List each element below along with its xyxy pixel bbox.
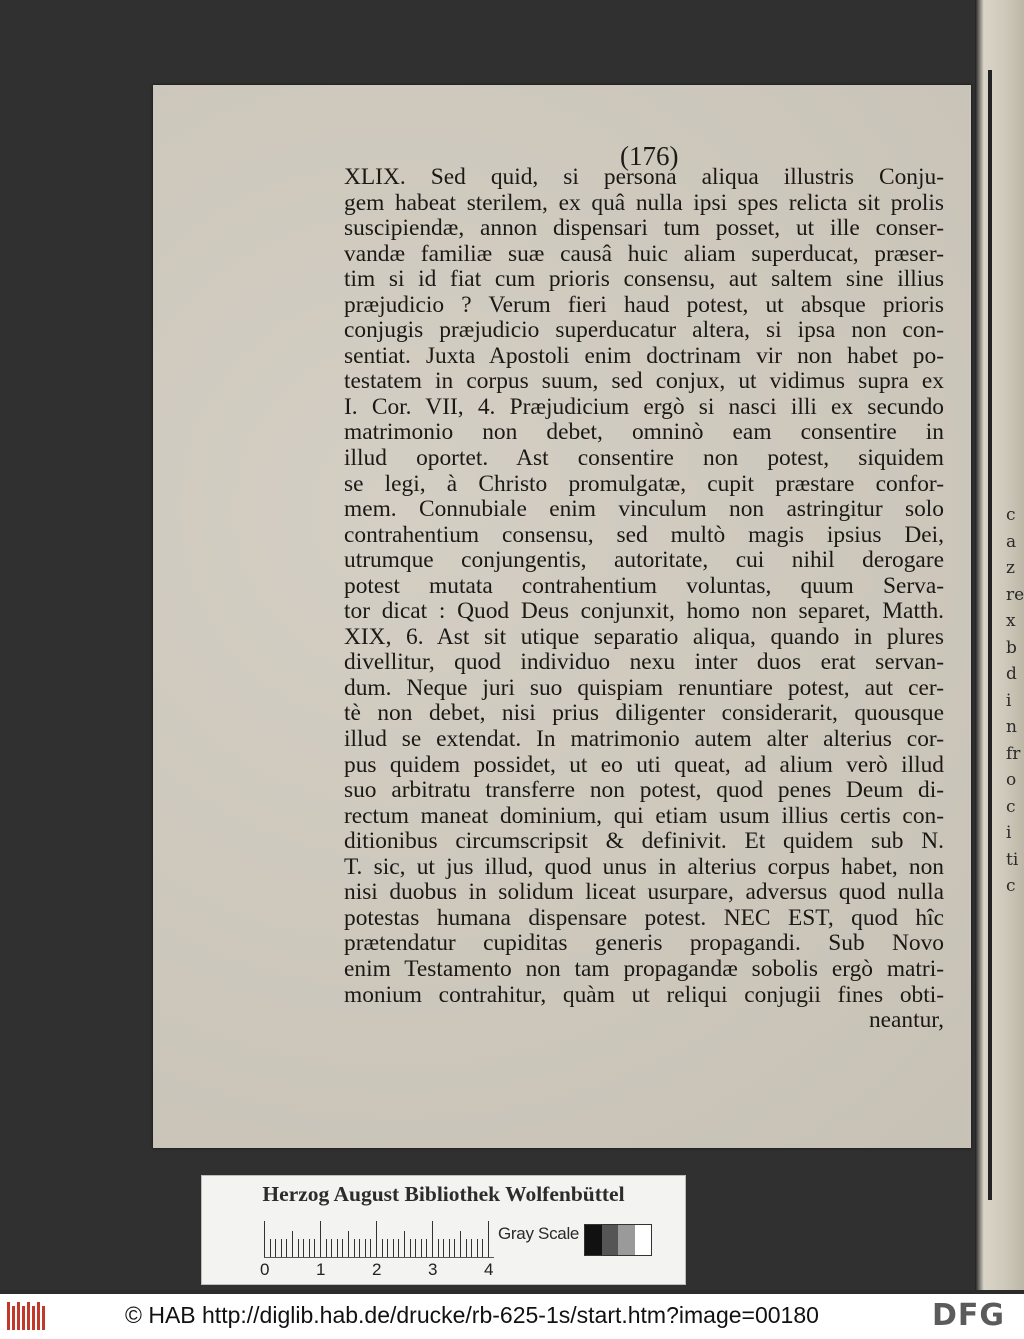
hab-logo-icon [5,1302,47,1330]
ruler-tick [415,1239,416,1257]
ruler-tick [477,1239,478,1257]
library-name: Herzog August Bibliothek Wolfenbüttel [262,1182,625,1206]
edge-letter: a [1006,531,1017,552]
ruler-tick [454,1239,455,1257]
edge-letter: c [1006,796,1016,817]
text-line: T. sic, ut jus illud, quod unus in alterius corpus habet, non [344,853,944,880]
ruler-tick [320,1221,321,1257]
ruler-tick [286,1239,287,1257]
ruler-number: 2 [372,1260,382,1279]
ruler-tick [292,1231,293,1257]
text-line: illud oportet. Ast consentire non potest, siquidem [344,445,944,472]
ruler-tick [348,1231,349,1257]
ruler-tick [326,1239,327,1257]
edge-letter: ti [1006,849,1019,870]
edge-letter: c [1006,505,1016,525]
edge-letter: re [1006,584,1024,605]
ruler-number: 1 [316,1260,326,1279]
ruler-tick [466,1239,467,1257]
copyright-link[interactable]: © HAB http://diglib.hab.de/drucke/rb-625-1s/start.htm?image=00180 [125,1302,819,1328]
text-line: suscipiendæ, annon dispensari tum posset, ut ille conser- [344,215,944,242]
text-line: gem habeat sterilem, ex quâ nulla ipsi spes relicta sit prolis [344,189,944,216]
ruler-tick [365,1239,366,1257]
text-line: illud se extendat. In matrimonio autem alter alterius cor- [344,726,944,753]
gray-scale-bar [584,1224,652,1256]
ruler-tick [370,1239,371,1257]
text-line: neantur, [868,1007,944,1034]
text-line: enim Testamento non tam propagandæ sobolis ergò matri- [344,955,944,982]
text-line: I. Cor. VII, 4. Præjudicium ergò si nasci illi ex secundo [344,393,944,420]
page-text [344,165,944,1034]
ruler-tick [488,1221,489,1257]
ruler-tick [393,1239,394,1257]
text-line: potestas humana dispensare potest. NEC EST, quod hîc [344,904,944,931]
ruler-tick [275,1239,276,1257]
text-line: suo arbitratu transferre non potest, quod penes Deum di- [344,777,944,804]
edge-letter: c [1006,876,1016,896]
text-line: utrumque conjungentis, autoritate, cui nihil derogare [344,547,944,574]
scale-ruler [264,1221,494,1258]
text-line: rectum maneat dominium, qui etiam usum illius certis con- [344,802,944,829]
scan-target-card [201,1175,686,1285]
text-line: matrimonio non debet, omninò eam consentire in [344,419,944,446]
edge-letter: o [1006,770,1017,790]
ruler-tick [482,1239,483,1257]
gray-scale-label: Gray Scale [498,1224,580,1243]
page-number: (176) [620,141,679,171]
ruler-tick [426,1239,427,1257]
ruler-tick [303,1239,304,1257]
ruler-tick [376,1221,377,1257]
text-line: XIX, 6. Ast sit utique separatio aliqua, quando in plures [344,623,944,650]
edge-letter: x [1006,611,1016,631]
ruler-tick [354,1239,355,1257]
ruler-tick [270,1239,271,1257]
ruler-tick [314,1239,315,1257]
logo-bar [17,1302,20,1330]
ruler-tick [410,1239,411,1257]
text-line: contrahentium consensu, sed multò magis ipsius Dei, [344,521,944,548]
gray-swatch [635,1225,652,1255]
edge-letter: d [1006,664,1017,684]
ruler-tick [309,1239,310,1257]
logo-bar [12,1306,15,1330]
text-line: se legi, à Christo promulgatæ, cupit præstare confor- [344,470,944,497]
ruler-tick [404,1231,405,1257]
text-line: tor dicat : Quod Deus conjunxit, homo non separet, Matth. [344,598,944,625]
text-line: monium contrahitur, quàm ut reliqui conjugii fines obti- [344,981,944,1008]
logo-bar [42,1306,45,1330]
text-line: divellitur, quod individuo nexu inter duos erat servan- [344,649,944,676]
text-line: testatem in corpus suum, sed conjux, ut vidimus supra ex [344,368,944,395]
dfg-logo: DFG [932,1298,1006,1333]
ruler-tick [449,1239,450,1257]
text-line: ditionibus circumscripsit & definivit. Et quidem sub N. [344,828,944,855]
ruler-tick [382,1239,383,1257]
edge-letter: n [1006,717,1017,737]
ruler-tick [443,1239,444,1257]
ruler-tick [398,1239,399,1257]
text-line: pus quidem possidet, ut eo uti queat, ad alium verò illud [344,751,944,778]
text-line: sentiat. Juxta Apostoli enim doctrinam vir non habet po- [344,342,944,369]
logo-bar [27,1302,30,1330]
ruler-tick [331,1239,332,1257]
logo-bar [37,1302,40,1330]
ruler-number: 0 [260,1260,270,1279]
gray-swatch [585,1225,602,1255]
logo-bar [22,1306,25,1330]
ruler-tick [337,1239,338,1257]
edge-letter: i [1006,823,1012,843]
gray-swatch [618,1225,635,1255]
gutter-shadow [988,70,992,1200]
text-line: nisi duobus in solidum liceat usurpare, adversus quod nulla [344,879,944,906]
ruler-tick [421,1239,422,1257]
ruler-tick [359,1239,360,1257]
ruler-number: 3 [428,1260,438,1279]
ruler-tick [342,1239,343,1257]
gray-swatch [602,1225,619,1255]
ruler-tick [438,1239,439,1257]
text-line: XLIX. Sed quid, si persona aliqua illustris Conju- [344,164,944,190]
text-line: tim si id fiat cum prioris consensu, aut saltem sine illius [344,266,944,293]
text-line: dum. Neque juri suo quispiam renuntiare potest, aut cer- [344,674,944,701]
text-line: prætendatur cupiditas generis propagandi. Sub Novo [344,930,944,957]
text-line: mem. Connubiale enim vinculum non astringitur solo [344,496,944,523]
text-line: tè non debet, nisi prius diligenter considerarit, quousque [344,700,944,727]
logo-bar [32,1306,35,1330]
ruler-tick [471,1239,472,1257]
text-line: potest mutata contrahentium voluntas, quum Serva- [344,572,944,599]
logo-bar [7,1302,10,1330]
ruler-tick [264,1221,265,1257]
ruler-tick [298,1239,299,1257]
ruler-tick [281,1239,282,1257]
ruler-tick [432,1221,433,1257]
text-line: vandæ familiæ suæ causâ huic aliam superducat, præser- [344,240,944,267]
edge-letter: i [1006,690,1012,711]
bottom-bar [0,1294,1024,1339]
edge-letter: z [1006,558,1015,578]
book-page [153,85,971,1148]
ruler-number: 4 [484,1260,494,1279]
text-line: conjugis præjudicio superducatur altera, si ipsa non con- [344,317,944,344]
edge-letter: fr [1006,743,1021,764]
text-line: præjudicio ? Verum fieri haud potest, ut absque prioris [344,291,944,318]
edge-letter: b [1006,637,1017,658]
ruler-tick [387,1239,388,1257]
ruler-tick [460,1231,461,1257]
